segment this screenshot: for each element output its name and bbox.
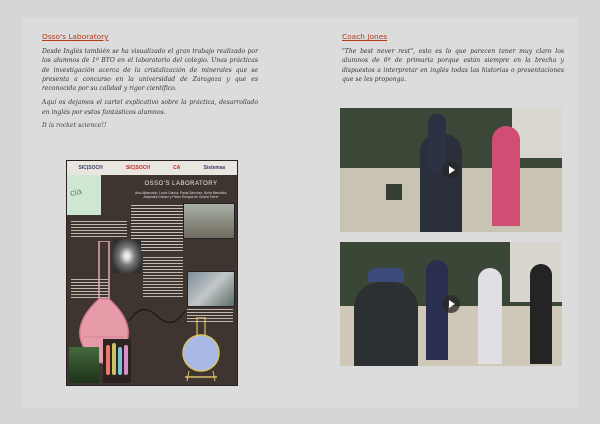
poster-lab-photo xyxy=(183,203,235,239)
video-1[interactable] xyxy=(340,108,562,232)
poster-sticker xyxy=(67,175,101,215)
left-column xyxy=(42,32,258,134)
test-tubes-drawing xyxy=(103,339,131,383)
poster-text-block xyxy=(143,257,183,297)
left-heading: Osso's Laboratory xyxy=(42,32,109,41)
poster-logo-2: SIC|SOCH xyxy=(125,165,151,171)
poster-authors: Ana Aldanondo, Lucía García, Paula Sánchez, Nuria Mendiola, Alejandra Gómez y Pedro Enrique de Gracia Ferrer xyxy=(134,191,227,199)
student-figure xyxy=(478,268,502,364)
poster-logo-strip xyxy=(67,161,237,175)
poster-title: OSSO'S LABORATORY xyxy=(144,181,218,187)
student-figure xyxy=(492,126,520,226)
right-paragraph: "The best never rest", esto es lo que parecen tener muy claro los alumnos de 6º de primaria porque están siempre en la brecha y dispuestos a interpretar en inglés todas las historias o presentaciones que se les proponga. xyxy=(342,48,564,83)
poster-students-photo xyxy=(187,271,235,307)
left-paragraph-2: Aquí os dejamos el cartel explicativo sobre la práctica, desarrollado en inglés por estos fantásticos alumnos. xyxy=(42,99,258,116)
right-heading: Coach Jones xyxy=(342,32,388,41)
poster-sticker-text: cia xyxy=(69,185,83,199)
hat xyxy=(368,268,404,282)
poster-logo-1: SIC|SOCH xyxy=(78,165,103,171)
video-2[interactable] xyxy=(340,242,562,366)
plant-photo xyxy=(69,347,99,383)
magazine-page xyxy=(22,18,578,408)
right-column xyxy=(342,32,564,89)
left-tagline: It is rocket science!! xyxy=(42,122,107,130)
poster-logo-4: Sistemas xyxy=(203,165,226,171)
osso-laboratory-poster xyxy=(66,160,238,386)
video-2-play-button[interactable] xyxy=(442,295,460,313)
trash-bin xyxy=(386,184,402,200)
left-paragraph-1: Desde Inglés también se ha visualizado el gran trabajo realizado por los alumnos de 1º BTO en el laboratorio del colegio. Unas prácticas de investigación acerca de la cristalización de minerales que se presenta a concurso en la universidad de Zaragoza y que es reconocida por su calidad y rigor científico. xyxy=(42,48,258,93)
poster-curly-line xyxy=(127,301,187,331)
video-1-play-button[interactable] xyxy=(442,161,460,179)
poster-logo-3: CA xyxy=(173,165,181,171)
student-figure xyxy=(530,264,552,364)
poster-text-block xyxy=(71,221,127,237)
student-figure xyxy=(354,282,418,366)
